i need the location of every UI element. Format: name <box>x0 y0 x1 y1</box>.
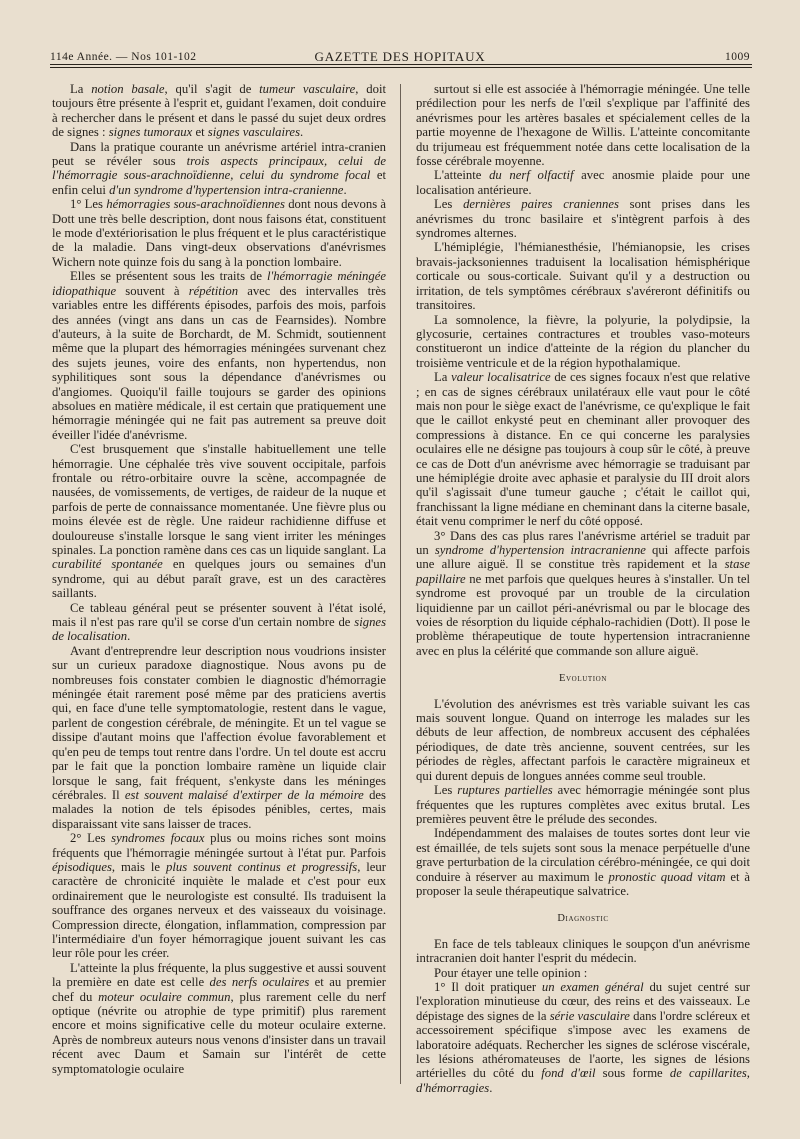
text: et <box>192 125 208 140</box>
paragraph <box>416 240 750 312</box>
text: Les <box>434 783 458 798</box>
text: . <box>489 1080 493 1095</box>
italic-text: signes vasculaires <box>207 125 301 140</box>
page-number: 1009 <box>725 51 750 63</box>
italic-text: plus souvent continus et progressifs <box>165 859 358 874</box>
text: , plus rarement celle du nerf optique (névrite ou atrophie de type primitif) plus rarement encore et moins significative celle du moteur oculaire externe. Après de nombreux auteurs nous venons d'insister dans un travail récent avec Daum et Samain sur l'intérêt de cette symptomatologie oculaire <box>52 989 386 1076</box>
italic-text: valeur localisatrice <box>451 370 551 385</box>
text: , doit toujours être présente à l'esprit et, guidant l'examen, doit conduire à rechercher dans le présent et dans le passé du sujet deux ordres de signes : <box>52 82 386 140</box>
paragraph <box>52 82 386 140</box>
text: Pour étayer une telle opinion : <box>434 965 588 980</box>
italic-text: répétition <box>188 283 239 298</box>
italic-text: des nerfs oculaires <box>209 975 310 990</box>
paragraph <box>52 601 386 644</box>
header-rule <box>50 64 752 65</box>
text: , leur caractère de chronicité inquiète le malade et c'est pour eux ordinairement que le neurologiste est consulté. Ils traduisent la souffrance des organes nerveux et des vaisseaux du voisinage. Compression directe, élongation, inflammation, compression par l'intermédiaire d'un foyer hémorragique jouent suivant les cas leur rôle pour les créer. <box>52 859 387 961</box>
text: 2° Les <box>70 831 112 846</box>
paragraph <box>416 826 750 898</box>
paragraph <box>52 831 386 961</box>
paragraph <box>416 980 750 1095</box>
text: Ce tableau général peut se présenter souvent à l'état isolé, mais il n'est pas rare qu'il se corse d'un certain nombre de <box>52 600 386 630</box>
paragraph <box>416 313 750 371</box>
diagnostic-section <box>416 937 750 1095</box>
text: Les <box>434 197 464 212</box>
text: . <box>300 125 304 140</box>
paragraph <box>416 370 750 528</box>
italic-text: tumeur vasculaire <box>259 82 356 96</box>
paragraph <box>52 197 386 269</box>
text: sous forme <box>595 1066 670 1081</box>
italic-text: d'un syndrome d'hypertension intra-cranienne <box>109 182 344 197</box>
text: qui affecte parfois une allure aiguë. Il se constitue très rapidement et la <box>416 543 750 572</box>
italic-text: signes tumoraux <box>108 125 193 140</box>
text: , qu'il s'agit de <box>164 82 260 96</box>
paragraph <box>52 140 386 198</box>
italic-text: épisodiques <box>52 859 112 874</box>
italic-text: de capillarites, d'hémorragies <box>416 1066 750 1095</box>
italic-text: ruptures partielles <box>457 783 553 798</box>
right-column-body <box>416 82 750 658</box>
paragraph <box>416 197 750 240</box>
italic-text: du nerf olfactif <box>489 168 574 183</box>
text: et enfin celui <box>52 168 386 197</box>
text: La <box>434 370 452 385</box>
text: Elles se présentent sous les traits de <box>70 269 267 284</box>
text: L'atteinte la plus fréquente, la plus suggestive et aussi souvent la première en date est celle <box>52 960 386 990</box>
text: en quelques jours ou semaines d'un syndrome, qui au début paraît grave, est un des caractères saillants. <box>52 557 386 601</box>
paragraph <box>52 644 386 831</box>
text: La <box>70 82 92 96</box>
text: sont prises dans les anévrismes du tronc basilaire et s'intègrent parfois à des syndromes alternes. <box>416 197 750 241</box>
right-column <box>416 82 750 1095</box>
text: 1° Il doit pratiquer <box>434 979 542 994</box>
italic-text: syndrome d'hypertension intracranienne <box>434 543 646 557</box>
text: Avant d'entreprendre leur description nous voudrions insister sur un curieux paradoxe diagnostique. Nous avons pu de nombreuses fois constater combien le diagnostic d'hémorragie méningée était rarement posé même par des praticiens avertis qui, en face d'une telle symptomatologie, restent dans le vague, parlent de congestion cérébrale, de méningite. Et un tel vague se dissipe d'autant moins que l'affection évolue favorablement et qu'en peu de temps tout rentre dans l'ordre. Un tel doute est accru par le fait que la ponction lombaire ramène un liquide clair lorsque le sang, fait fréquent, s'enkyste dans les méninges cérébrales. Il <box>52 643 386 802</box>
text: . <box>343 182 347 197</box>
text: Dans la pratique courante un anévrisme artériel intra-cranien peut se révéler sous <box>52 139 386 169</box>
text: L'hémiplégie, l'hémianesthésie, l'hémianopsie, les crises bravais-jacksoniennes traduisent la localisation hémisphérique corticale ou sous-corticale. Suivant qu'il y a destruction ou irritation, de tels symptômes cérébraux s'avéreront définitifs ou transitoires. <box>416 240 750 313</box>
text: surtout si elle est associée à l'hémorragie méningée. Une telle prédilection pour les nerfs de l'œil s'explique par l'affinité des anévrismes pour les artères basales et spécialement celles de la partie moyenne de l'hexagone de Willis. L'atteinte concomitante du trijumeau est fréquemment notée dans cette localisation de la fosse cérébrale moyenne. <box>416 82 750 169</box>
text: des malades la notion de tels épisodes pénibles, certes, mais disparaissant vite sans laisser de traces. <box>52 787 386 831</box>
paragraph <box>416 529 750 659</box>
journal-title: GAZETTE DES HOPITAUX <box>314 49 486 64</box>
text: L'atteinte <box>434 168 490 183</box>
text: 3° Dans des cas plus rares l'anévrisme artériel se traduit par un <box>416 528 750 557</box>
italic-text: trois aspects principaux, celui de l'hémorragie sous-arachnoïdienne, celui du syndrome focal <box>52 154 386 183</box>
paragraph <box>416 697 750 783</box>
text: du sujet centré sur l'exploration minutieuse du cœur, des reins et des vaisseaux. Le dépistage des signes de la <box>416 979 750 1023</box>
text: dans l'ordre scléreux et accessoirement spécifique s'impose avec les examens de laboratoire adéquats. Rechercher les signes de sclérose viscérale, les lésions athéromateuses de l'aorte, les signes de lésions artérielles du côté du <box>416 1008 750 1081</box>
text: et au premier chef du <box>52 975 386 1004</box>
paragraph <box>52 269 386 442</box>
evolution-section <box>416 697 750 899</box>
column-divider <box>400 84 401 1084</box>
paragraph <box>416 937 750 966</box>
italic-text: syndromes focaux <box>111 831 205 846</box>
paragraph <box>416 168 750 197</box>
paragraph <box>416 82 750 168</box>
text: de ces signes focaux n'est que relative ; en cas de signes cérébraux unilatéraux elle vaut pour le côté mais non pour le siège exact de l'anévrisme, ce qu'explique le fait que le caillot enkysté peut en cheminant aller provoquer des compressions à distance. En ce qui concerne les paralysies oculaires elle ne désigne pas toujours à coup sûr le côté, à preuve ce cas de Dott d'un anévrisme avec hémorragie se traduisant par une hémiplégie droite avec aphasie et paralysie du III droit alors qu'il s'agissait d'une tumeur gauche ; c'était le caillot qui, franchissant la ligne médiane en cheminant dans la citerne basale, était venu comprimer le nerf du côté opposé. <box>416 370 750 529</box>
italic-text: fond d'œil <box>541 1066 596 1081</box>
italic-text: un examen général <box>541 979 644 994</box>
italic-text: curabilité spontanée <box>52 557 163 572</box>
italic-text: moteur oculaire commun <box>98 989 231 1004</box>
paragraph <box>52 961 386 1076</box>
text: , mais le <box>111 859 166 874</box>
issue-label: 114e Année. — Nos 101-102 <box>50 51 197 63</box>
paragraph <box>416 966 750 980</box>
section-heading-diagnostic: Diagnostic <box>557 913 609 925</box>
italic-text: dernières paires craniennes <box>463 197 619 212</box>
paragraph <box>416 783 750 826</box>
italic-text: notion basale <box>91 82 165 96</box>
italic-text: série vasculaire <box>549 1008 630 1023</box>
text: . <box>127 629 131 644</box>
text: plus ou moins riches sont moins fréquents que l'hémorragie méningée surtout à l'état pur. Parfois <box>52 831 386 860</box>
text: et à proposer la seule thérapeutique salvatrice. <box>416 869 750 898</box>
section-heading-evolution: Evolution <box>559 673 607 685</box>
italic-text: hémorragies sous-arachnoïdiennes <box>106 197 285 212</box>
italic-text: l'hémorragie méningée idiopathique <box>52 269 386 298</box>
text: C'est brusquement que s'installe habituellement une telle hémorragie. Une céphalée très vive souvent occipitale, parfois frontale ou rétro-orbitaire ouvre la scène, accompagnée de nausées, de vomissements, de vertiges, de raideur de la nuque et parfois de perte de connaissance momentanée. Une fièvre plus ou moins élevée est de règle. Une raideur rachidienne diffuse et douloureuse s'installe lorsque le sang vient irriter les méninges spinales. La ponction ramène dans ces cas un liquide sanglant. La <box>52 442 386 557</box>
text: L'évolution des anévrismes est très variable suivant les cas mais souvent longue. Quand on interroge les malades sur les débuts de leur affection, de nombreux accusent des céphalées périodiques, de date très ancienne, souvent centrées, sur les périodes de règles, affectant parfois le caractère migraineux et qui durent depuis de longues années comme seul trouble. <box>416 696 750 783</box>
text: La somnolence, la fièvre, la polyurie, la polydipsie, la glycosurie, certaines contractures et troubles vaso-moteurs constitueront un indice d'atteinte de la région du plancher du troisième ventricule et de la région hypothalamique. <box>416 312 750 370</box>
text: ne met parfois que quelques heures à s'installer. Un tel syndrome est provoqué par un trouble de la circulation liquidienne par un caillot péri-anévrismal ou par le blocage des voies de résorption du liquide céphalo-rachidien (Dott). Il pose le problème thérapeutique de toute hypertension intracranienne avec en plus la célérité que commande son allure aiguë. <box>416 571 750 658</box>
text: dont nous devons à Dott une très belle description, dont nous faisons état, constituent le mode d'extériorisation le plus fréquent et le plus caractéristique de la maladie. Dans vingt-deux observations d'anévrismes Wichern note quinze fois du sang à la ponction lombaire. <box>52 197 386 269</box>
text: avec anosmie plaide pour une localisation antérieure. <box>416 168 750 197</box>
text: En face de tels tableaux cliniques le soupçon d'un anévrisme intracranien doit hanter l'esprit du médecin. <box>416 936 750 966</box>
italic-text: signes de localisation <box>52 615 386 644</box>
italic-text: pronostic quoad vitam <box>608 869 726 884</box>
text: avec des intervalles très variables entre les différents épisodes, parfois des mois, parfois des années (vingt ans dans un cas de Fearnsides). Nombre d'auteurs, à la suite de Borchardt, de M. Schmidt, soutiennent même que la plupart des hémorragies méningées survenant chez des sujets jeunes, voire des enfants, non hypertendus, non syphilitiques sont sous la dépendance d'anévrismes ou d'angiomes. Quoiqu'il faille toujours se garder des opinions absolues en matière médicale, il est certain que pratiquement une hémorragie méningée qui ne fait pas autrement sa preuve doit éveiller l'idée d'anévrisme. <box>52 283 386 442</box>
header-rule-thin <box>50 67 752 68</box>
text: Indépendamment des malaises de toutes sortes dont leur vie est émaillée, de tels sujets sont sous la menace perpétuelle d'une grave perturbation de la circulation cérébro-méningée, ce qui doit conduire à réserver au maximum le <box>416 826 750 884</box>
italic-text: est souvent malaisé d'extirper de la mémoire <box>124 787 364 802</box>
paragraph <box>52 442 386 600</box>
text: souvent à <box>116 283 189 298</box>
text: 1° Les <box>70 197 107 212</box>
left-column <box>52 82 386 1076</box>
italic-text: stase papillaire <box>416 557 750 586</box>
text: avec hémorragie méningée sont plus fréquentes que les ruptures complètes avec exitus brutal. Les premières peuvent être le prélude des secondes. <box>416 783 750 826</box>
